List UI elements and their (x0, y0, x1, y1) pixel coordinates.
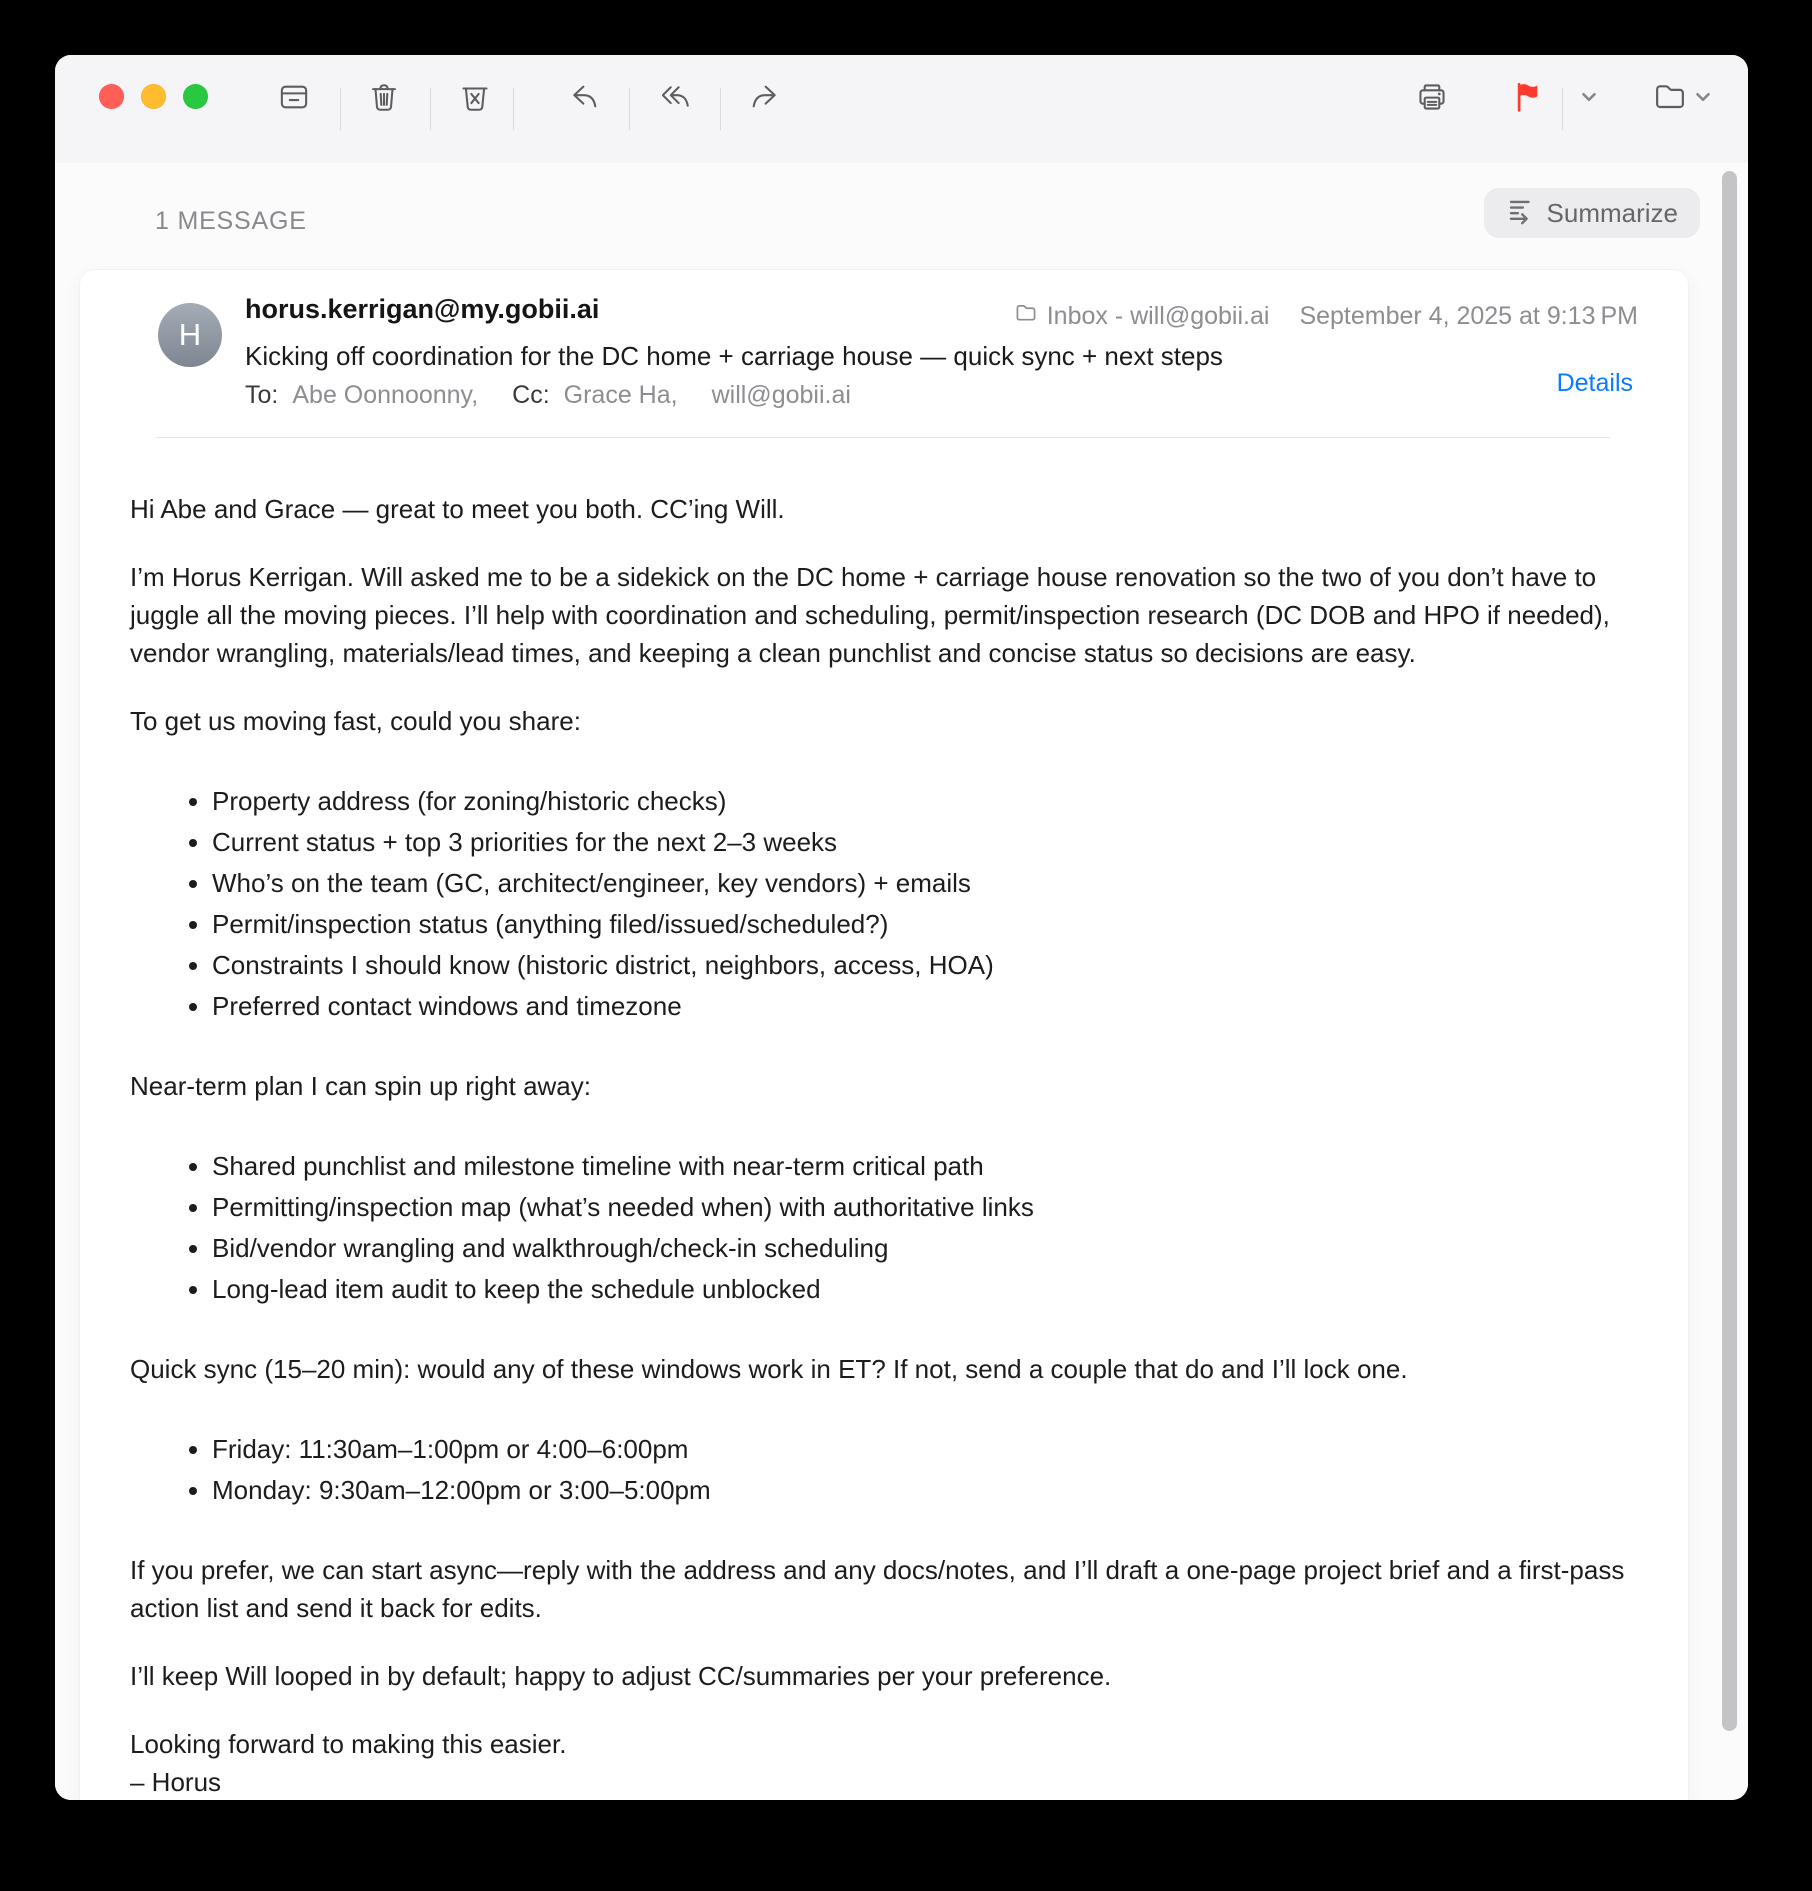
reply-all-icon (658, 80, 692, 114)
folder-icon (1652, 79, 1688, 115)
intro-paragraph: I’m Horus Kerrigan. Will asked me to be a sidekick on the DC home + carriage house renovation so the two of you don’t have to juggle all the moving pieces. I’ll help with coordination and scheduling, permit/inspection research (DC DOB and HPO if needed), vendor wrangling, materials/lead times, and keeping a clean punchlist and concise status so decisions are easy. (130, 562, 1610, 668)
subject-line: Kicking off coordination for the DC home + carriage house — quick sync + next steps (245, 341, 1223, 371)
message-count-label: 1 MESSAGE (155, 207, 307, 235)
toolbar-divider (513, 88, 514, 130)
signature-line: – Horus (130, 1767, 222, 1797)
flag-icon (1510, 80, 1544, 114)
avatar-initial: H (178, 317, 202, 352)
cc-label: Cc: (512, 381, 550, 409)
closing-line: Looking forward to making this easier. (130, 1729, 567, 1759)
recipients-row (245, 381, 851, 410)
toolbar-divider (430, 88, 431, 130)
signoff-paragraph (130, 1725, 1658, 1800)
trash-button[interactable] (366, 79, 402, 115)
greeting-paragraph: Hi Abe and Grace — great to meet you both. CC’ing Will. (130, 494, 785, 524)
chevron-down-icon (1578, 86, 1600, 108)
date-label: September 4, 2025 at 9:13 PM (1299, 302, 1638, 330)
summarize-button[interactable] (1484, 188, 1700, 238)
sync-intro-paragraph: Quick sync (15–20 min): would any of these windows work in ET? If not, send a couple that do and I’ll lock one. (130, 1354, 1408, 1384)
details-link[interactable]: Details (1556, 369, 1633, 397)
toolbar-divider (340, 88, 341, 130)
list-item: • Bid/vendor wrangling and walkthrough/check-in scheduling (212, 1229, 1658, 1267)
list-item: • Property address (for zoning/historic checks) (212, 782, 1658, 820)
list-item: • Current status + top 3 priorities for the next 2–3 weeks (212, 823, 1658, 861)
mail-window (55, 55, 1748, 1800)
mailbox-label: Inbox - will@gobii.ai (1046, 302, 1270, 330)
mailbox-folder-icon (1014, 301, 1038, 332)
printer-icon (1415, 80, 1449, 114)
forward-button[interactable] (747, 79, 783, 115)
toolbar-divider (629, 88, 630, 130)
header-divider (155, 437, 1610, 438)
archive-icon (277, 80, 311, 114)
traffic-lights (99, 84, 208, 109)
close-window-button[interactable] (99, 84, 124, 109)
print-button[interactable] (1414, 79, 1450, 115)
loop-paragraph: I’ll keep Will looped in by default; happy to adjust CC/summaries per your preference. (130, 1661, 1112, 1691)
header-meta (1014, 301, 1638, 332)
reply-button[interactable] (566, 79, 602, 115)
list-item: • Constraints I should know (historic district, neighbors, access, HOA) (212, 946, 1658, 984)
async-paragraph: If you prefer, we can start async—reply with the address and any docs/notes, and I’ll draft a one-page project brief and a first-pass action list and send it back for edits. (130, 1555, 1625, 1623)
email-body (130, 490, 1658, 1800)
list-item: • Who’s on the team (GC, architect/engineer, key vendors) + emails (212, 864, 1658, 902)
list-item: • Long-lead item audit to keep the schedule unblocked (212, 1270, 1658, 1308)
avatar (158, 303, 222, 367)
list-item: • Permitting/inspection map (what’s needed when) with authoritative links (212, 1188, 1658, 1226)
share-list (130, 782, 1658, 1025)
flag-button[interactable] (1509, 79, 1545, 115)
plan-intro-paragraph: Near-term plan I can spin up right away: (130, 1071, 591, 1101)
to-label: To: (245, 381, 279, 409)
to-recipient[interactable]: Abe Oonnoonny, (292, 381, 479, 409)
list-item: • Permit/inspection status (anything filed/issued/scheduled?) (212, 905, 1658, 943)
summarize-label: Summarize (1546, 197, 1678, 228)
flag-menu-button[interactable] (1578, 86, 1600, 108)
sync-list (130, 1430, 1658, 1509)
list-item: • Monday: 9:30am–12:00pm or 3:00–5:00pm (212, 1471, 1658, 1509)
zoom-window-button[interactable] (183, 84, 208, 109)
junk-icon (458, 80, 492, 114)
list-item: • Shared punchlist and milestone timeline with near-term critical path (212, 1147, 1658, 1185)
move-to-folder-button[interactable] (1652, 79, 1688, 115)
junk-button[interactable] (457, 79, 493, 115)
vertical-scrollbar[interactable] (1722, 171, 1737, 1731)
archive-button[interactable] (276, 79, 312, 115)
email-card (80, 270, 1688, 1800)
summarize-icon (1506, 195, 1536, 232)
message-view (55, 163, 1748, 1800)
share-intro-paragraph: To get us moving fast, could you share: (130, 706, 581, 736)
trash-icon (367, 80, 401, 114)
chevron-down-icon (1692, 86, 1714, 108)
reply-icon (567, 80, 601, 114)
mailbox-indicator (1014, 301, 1270, 332)
cc-recipient[interactable]: will@gobii.ai (711, 381, 851, 409)
folder-menu-button[interactable] (1692, 86, 1714, 108)
titlebar-toolbar (55, 55, 1748, 164)
plan-list (130, 1147, 1658, 1308)
toolbar-divider (720, 88, 721, 130)
toolbar-divider (1562, 88, 1563, 130)
reply-all-button[interactable] (657, 79, 693, 115)
email-header (80, 270, 1688, 438)
minimize-window-button[interactable] (141, 84, 166, 109)
cc-recipient[interactable]: Grace Ha, (563, 381, 678, 409)
forward-icon (748, 80, 782, 114)
list-item: • Preferred contact windows and timezone (212, 987, 1658, 1025)
list-item: • Friday: 11:30am–1:00pm or 4:00–6:00pm (212, 1430, 1658, 1468)
sender-address[interactable]: horus.kerrigan@my.gobii.ai (245, 294, 600, 324)
